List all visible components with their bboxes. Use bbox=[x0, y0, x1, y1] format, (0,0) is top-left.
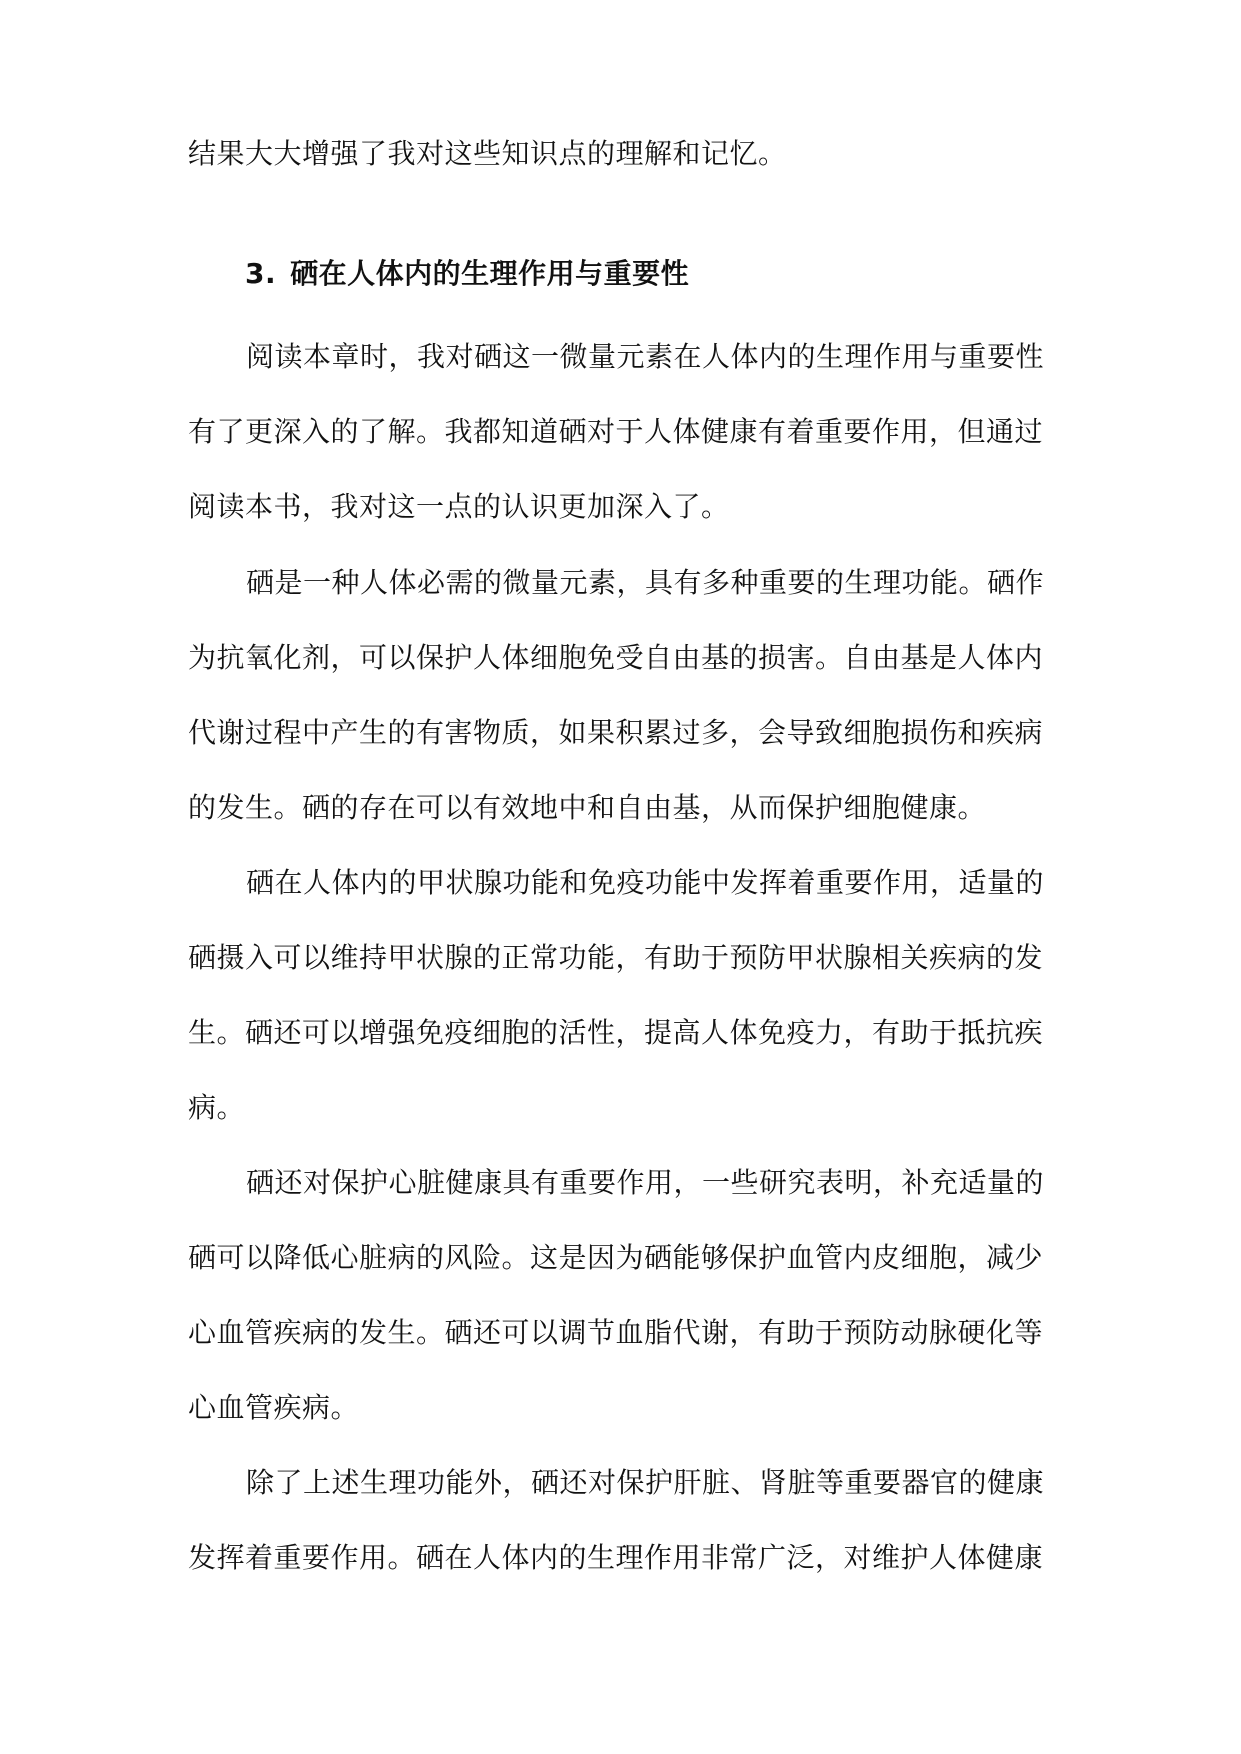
section-number: 3. bbox=[245, 257, 277, 290]
intro-line: 结果大大增强了我对这些知识点的理解和记忆。 bbox=[188, 137, 787, 170]
paragraph-2 bbox=[188, 545, 1058, 845]
paragraph-line: 除了上述生理功能外，硒还对保护肝脏、肾脏等重要器官的健康 bbox=[246, 1466, 1045, 1499]
paragraph-1 bbox=[188, 319, 1058, 544]
paragraph-line: 有了更深入的了解。我都知道硒对于人体健康有着重要作用，但通过 bbox=[188, 415, 1044, 448]
paragraph-line: 阅读本章时，我对硒这一微量元素在人体内的生理作用与重要性 bbox=[246, 340, 1045, 373]
paragraph-3 bbox=[188, 845, 1058, 1145]
paragraph-line: 硒可以降低心脏病的风险。这是因为硒能够保护血管内皮细胞，减少 bbox=[188, 1241, 1044, 1274]
paragraph-line: 硒在人体内的甲状腺功能和免疫功能中发挥着重要作用，适量的 bbox=[246, 866, 1045, 899]
paragraph-line: 心血管疾病的发生。硒还可以调节血脂代谢，有助于预防动脉硬化等 bbox=[188, 1316, 1044, 1349]
paragraph-line: 病。 bbox=[188, 1091, 246, 1124]
paragraph-line: 硒摄入可以维持甲状腺的正常功能，有助于预防甲状腺相关疾病的发 bbox=[188, 941, 1044, 974]
paragraph-line: 的发生。硒的存在可以有效地中和自由基，从而保护细胞健康。 bbox=[188, 791, 987, 824]
paragraph-4 bbox=[188, 1145, 1058, 1445]
intro-paragraph bbox=[188, 116, 1058, 191]
paragraph-line: 心血管疾病。 bbox=[188, 1391, 360, 1424]
paragraph-line: 硒还对保护心脏健康具有重要作用，一些研究表明，补充适量的 bbox=[246, 1166, 1045, 1199]
section-title: 硒在人体内的生理作用与重要性 bbox=[290, 257, 690, 290]
paragraph-line: 为抗氧化剂，可以保护人体细胞免受自由基的损害。自由基是人体内 bbox=[188, 641, 1044, 674]
paragraph-line: 发挥着重要作用。硒在人体内的生理作用非常广泛，对维护人体健康 bbox=[188, 1541, 1044, 1574]
paragraph-5 bbox=[188, 1445, 1058, 1595]
section-heading bbox=[245, 252, 689, 292]
paragraph-line: 代谢过程中产生的有害物质，如果积累过多，会导致细胞损伤和疾病 bbox=[188, 716, 1044, 749]
paragraph-line: 阅读本书，我对这一点的认识更加深入了。 bbox=[188, 490, 730, 523]
paragraph-line: 生。硒还可以增强免疫细胞的活性，提高人体免疫力，有助于抵抗疾 bbox=[188, 1016, 1044, 1049]
paragraph-line: 硒是一种人体必需的微量元素，具有多种重要的生理功能。硒作 bbox=[246, 566, 1045, 599]
